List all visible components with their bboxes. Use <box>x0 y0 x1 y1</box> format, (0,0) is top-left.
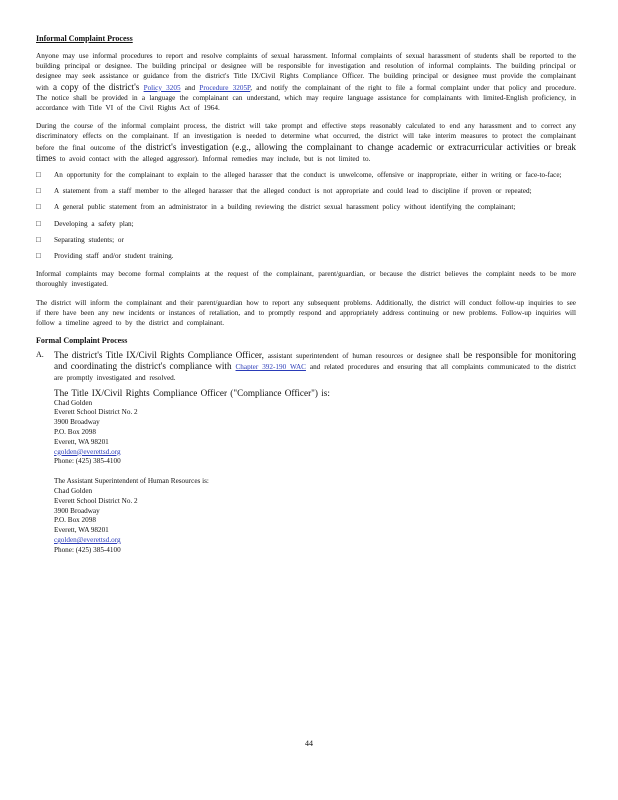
procedure-3205p-link[interactable]: Procedure 3205P <box>199 83 251 92</box>
bullet-box-icon: □ <box>36 218 41 228</box>
bullet-text: An opportunity for the complainant to explain to the alleged harasser that the conduct is unwelcome, offensive or inappropriate, either in writing or face-to-face; <box>54 171 562 180</box>
assistant-intro: The Assistant Superintendent of Human Resources is: <box>54 477 209 486</box>
para1-emphasis: a copy of the district's <box>52 81 140 92</box>
formal-complaint-heading: Formal Complaint Process <box>36 336 128 346</box>
section-a-marker: A. <box>36 350 44 360</box>
wac-chapter-link[interactable]: Chapter 392-190 WAC <box>235 363 306 372</box>
section-a-text-b: and related procedures and ensuring that all complaints communicated to the district are promptly investigated and resolved. <box>54 363 576 382</box>
assistant-email-link[interactable]: cgolden@everettsd.org <box>54 536 121 545</box>
assistant-po-box: P.O. Box 2098 <box>54 516 96 525</box>
para1-and: and <box>180 83 200 92</box>
bullet-text: Developing a safety plan; <box>54 219 134 228</box>
informal-to-formal-paragraph: Informal complaints may become formal complaints at the request of the complainant, parent/guardian, or because the district believes the complaint needs to be more thoroughly investigated. <box>36 270 576 289</box>
bullet-text: A general public statement from an administrator in a building reviewing the district sexual harassment policy without identifying the complainant; <box>54 203 516 212</box>
officer-street: 3900 Broadway <box>54 418 100 427</box>
list-item <box>36 202 576 212</box>
bullet-box-icon: □ <box>36 170 41 180</box>
bullet-text: A statement from a staff member to the alleged harasser that the alleged conduct is not appropriate and could lead to discipline if proven or repeated; <box>54 187 532 196</box>
para1-text-a: Anyone may use informal procedures to report and resolve complaints of sexual harassment. Informal complaints of sexual harassment of students shall be reported to the building principal or designee. The building principal or designee will be responsible for investigation and resolution of informal complaints. The building principal or designee may seek assistance or guidance from the district's Title IX/Civil Rights Compliance Officer. The building principal or designee must provide the complainant with <box>36 52 576 92</box>
assistant-superintendent-contact <box>54 477 576 555</box>
assistant-city: Everett, WA 98201 <box>54 526 109 535</box>
follow-up-paragraph: The district will inform the complainant and their parent/guardian how to report any subsequent problems. Additionally, the district will conduct follow-up inquiries to see if there have been any new incidents or instances of retaliation, and to promptly respond and appropriately address continuing or new problems. Follow-up inquiries will follow a timeline agreed to by the district and complainant. <box>36 298 576 328</box>
compliance-officer-intro: The Title IX/Civil Rights Compliance Officer ("Compliance Officer") is: <box>54 387 330 398</box>
assistant-phone: Phone: (425) 385-4100 <box>54 545 121 554</box>
officer-email-link[interactable]: cgolden@everettsd.org <box>54 447 121 456</box>
bullet-box-icon: □ <box>36 251 41 261</box>
section-a <box>36 350 576 383</box>
para2-emphasis: the district's investigation (e.g., allowing the complainant to change academic or extracurricular activities or break times <box>36 141 576 163</box>
compliance-officer-contact <box>54 389 576 467</box>
officer-name: Chad Golden <box>54 398 93 407</box>
list-item <box>36 186 576 196</box>
section-a-text <box>54 350 576 383</box>
list-item <box>36 251 576 261</box>
bullet-text: Providing staff and/or student training. <box>54 252 174 261</box>
officer-po-box: P.O. Box 2098 <box>54 428 96 437</box>
policy-3205-link[interactable]: Policy 3205 <box>143 83 181 92</box>
section-a-text-a: assistant superintendent of human resources or designee shall <box>263 352 460 361</box>
informal-intro-paragraph <box>36 51 576 113</box>
assistant-street: 3900 Broadway <box>54 506 100 515</box>
section-a-emphasis: The district's Title IX/Civil Rights Compliance Officer, <box>54 350 264 361</box>
informal-complaint-heading: Informal Complaint Process <box>36 34 133 43</box>
bullet-box-icon: □ <box>36 234 41 244</box>
assistant-name: Chad Golden <box>54 487 93 496</box>
list-item <box>36 170 576 180</box>
interim-measures-paragraph <box>36 121 576 164</box>
para2-text-a: During the course of the informal complaint process, the district will take prompt and effective steps reasonably calculated to end any harassment and to correct any discriminatory effects on the complainant. If an investigation is needed to determine what occurred, the district will take interim measures to protect the complainant before the final outcome of <box>36 122 576 152</box>
document-page <box>36 34 576 556</box>
para1-text-b: , and notify the complainant of the right to file a formal complaint under that policy and procedure. The notice shall be provided in a language the complainant can understand, which may require language assistance for complainants with limited-English proficiency, in accordance with Title VI of the Civil Rights Act of 1964. <box>36 83 577 113</box>
officer-org: Everett School District No. 2 <box>54 408 138 417</box>
bullet-text: Separating students; or <box>54 235 124 244</box>
officer-phone: Phone: (425) 385-4100 <box>54 457 121 466</box>
bullet-box-icon: □ <box>36 186 41 196</box>
list-item <box>36 219 576 229</box>
officer-city: Everett, WA 98201 <box>54 437 109 446</box>
section-a-emphasis-2: be responsible for monitoring and coordinating the district's compliance with <box>54 350 576 372</box>
para2-text-b: to avoid contact with the alleged aggressor). Informal remedies may include, but is not limited to. <box>59 154 371 163</box>
assistant-org: Everett School District No. 2 <box>54 496 138 505</box>
page-number: 44 <box>305 739 313 748</box>
list-item <box>36 235 576 245</box>
bullet-box-icon: □ <box>36 202 41 212</box>
